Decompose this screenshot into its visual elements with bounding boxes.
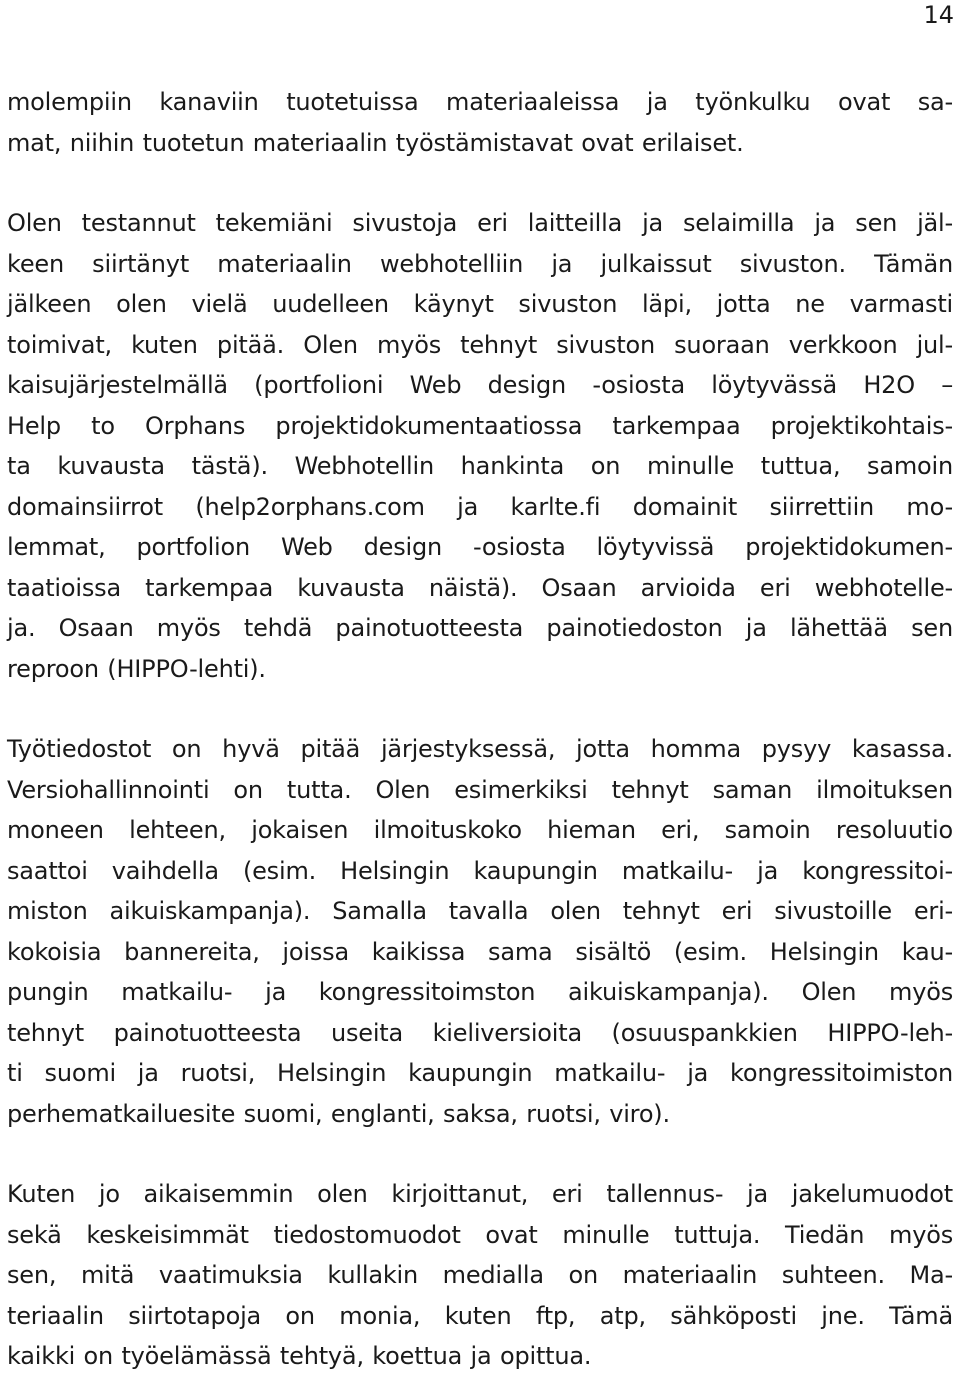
text-line: ja. Osaan myös tehdä painotuotteesta painotiedoston ja lähettää sen — [7, 614, 953, 642]
text-line: perhematkailuesite suomi, englanti, saksa, ruotsi, viro). — [7, 1099, 670, 1128]
text-line: teriaalin siirtotapoja on monia, kuten ftp, atp, sähköposti jne. Tämä — [7, 1301, 953, 1330]
text-line: ta kuvausta tästä). Webhotellin hankinta on minulle tuttua, samoin — [7, 452, 953, 480]
text-line: kokoisia bannereita, joissa kaikissa sama sisältö (esim. Helsingin kau- — [7, 937, 953, 966]
text-line: Versiohallinnointi on tutta. Olen esimerkiksi tehnyt saman ilmoituksen — [7, 775, 953, 804]
text-line: saattoi vaihdella (esim. Helsingin kaupungin matkailu- ja kongressitoi- — [7, 856, 953, 885]
text-line: Työtiedostot on hyvä pitää järjestyksessä, jotta homma pysyy kasassa. — [7, 735, 953, 763]
text-line: ti suomi ja ruotsi, Helsingin kaupungin matkailu- ja kongressitoimiston — [7, 1059, 953, 1087]
text-line: sen, mitä vaatimuksia kullakin medialla on materiaalin suhteen. Ma- — [7, 1261, 953, 1289]
text-line: tehnyt painotuotteesta useita kieliversioita (osuuspankkien HIPPO-leh- — [7, 1018, 953, 1047]
text-line: domainsiirrot (help2orphans.com ja karlte.fi domainit siirrettiin mo- — [7, 492, 953, 521]
text-line: molempiin kanaviin tuotetuissa materiaaleissa ja työnkulku ovat sa- — [7, 88, 953, 116]
text-line: lemmat, portfolion Web design -osiosta löytyvissä projektidokumen- — [7, 533, 953, 561]
text-line: pungin matkailu- ja kongressitoimston aikuiskampanja). Olen myös — [7, 978, 953, 1006]
text-line: Olen testannut tekemiäni sivustoja eri laitteilla ja selaimilla ja sen jäl- — [7, 209, 953, 237]
text-line: toimivat, kuten pitää. Olen myös tehnyt sivuston suoraan verkkoon jul- — [7, 330, 953, 359]
text-line: miston aikuiskampanja). Samalla tavalla olen tehnyt eri sivustoille eri- — [7, 897, 953, 925]
text-line: mat, niihin tuotetun materiaalin työstämistavat ovat erilaiset. — [7, 128, 744, 157]
text-line: Help to Orphans projektidokumentaatiossa tarkempaa projektikohtais- — [7, 411, 953, 440]
paragraph-2 — [7, 203, 953, 689]
body-text — [7, 82, 953, 1377]
text-line: Kuten jo aikaisemmin olen kirjoittanut, eri tallennus- ja jakelumuodot — [7, 1180, 953, 1208]
paragraph-4 — [7, 1174, 953, 1377]
text-line: kaisujärjestelmällä (portfolioni Web design -osiosta löytyvässä H2O – — [7, 371, 953, 399]
text-line: kaikki on työelämässä tehtyä, koettua ja opittua. — [7, 1342, 592, 1370]
text-line: jälkeen olen vielä uudelleen käynyt sivuston läpi, jotta ne varmasti — [7, 290, 953, 318]
paragraph-1 — [7, 82, 953, 163]
page-number: 14 — [923, 1, 954, 29]
text-line: moneen lehteen, jokaisen ilmoituskoko hieman eri, samoin resoluutio — [7, 816, 953, 844]
paragraph-3 — [7, 729, 953, 1134]
text-line: sekä keskeisimmät tiedostomuodot ovat minulle tuttuja. Tiedän myös — [7, 1220, 953, 1249]
text-line: reproon (HIPPO-lehti). — [7, 654, 266, 683]
text-line: taatioissa tarkempaa kuvausta näistä). Osaan arvioida eri webhotelle- — [7, 573, 953, 602]
text-line: keen siirtänyt materiaalin webhotelliin ja julkaissut sivuston. Tämän — [7, 249, 953, 278]
